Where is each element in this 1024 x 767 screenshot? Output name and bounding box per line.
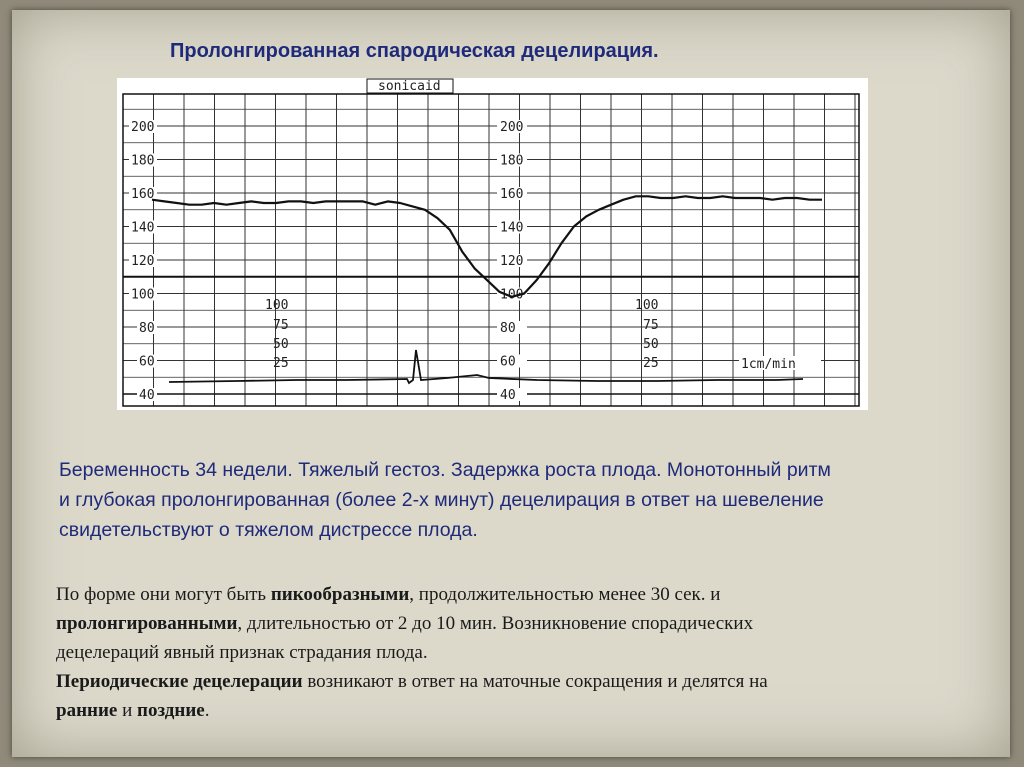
fhr-tick-label: 200	[500, 120, 524, 135]
ctg-chart	[117, 78, 868, 410]
fhr-tick-label: 160	[500, 187, 524, 202]
fhr-tick-label: 180	[500, 153, 524, 169]
toco-tick-label: 75	[273, 318, 289, 333]
note-term-prolonged: пролонгированными	[56, 613, 238, 634]
toco-tick-label: 50	[643, 337, 659, 352]
note-term-peak: пикообразными	[270, 584, 410, 605]
toco-tick-label: 25	[273, 356, 289, 371]
fhr-tick-label: 160	[131, 187, 155, 202]
note-text: возникают в ответ на маточные сокращения и делятся на	[302, 671, 768, 692]
fhr-trace	[152, 196, 822, 296]
fhr-tick-label: 100	[131, 287, 155, 303]
fhr-tick-label: 80	[500, 321, 516, 336]
slide	[12, 10, 1010, 757]
speed-label: 1cm/min	[741, 357, 796, 372]
ctg-svg	[117, 78, 868, 410]
slide-title: Пролонгированная спародическая децелирация.	[170, 40, 659, 62]
toco-tick-label: 100	[635, 298, 659, 313]
fhr-tick-label: 120	[131, 254, 155, 269]
note-term-periodic: Периодические децелерации	[56, 671, 303, 692]
fhr-tick-label: 40	[500, 388, 516, 403]
fhr-tick-label: 60	[139, 354, 155, 370]
note-text: .	[204, 700, 210, 721]
note-text: По форме они могут быть	[56, 584, 271, 605]
note-text: , продолжительностью менее 30 сек. и	[409, 584, 721, 605]
caption-line: свидетельствуют о тяжелом дистрессе плода.	[59, 519, 478, 541]
fhr-tick-label: 120	[500, 254, 524, 269]
toco-tick-label: 100	[265, 298, 289, 313]
note-line	[56, 609, 1006, 638]
note-line	[56, 696, 1006, 725]
note-text: и	[117, 700, 138, 721]
fhr-tick-label: 180	[131, 153, 155, 169]
fhr-tick-label: 80	[139, 321, 155, 336]
fhr-tick-label: 140	[131, 220, 155, 236]
note-text: децелераций явный признак страдания плода.	[56, 642, 428, 663]
caption-line: Беременность 34 недели. Тяжелый гестоз. Задержка роста плода. Монотонный ритм	[59, 459, 831, 481]
fhr-tick-label: 40	[139, 388, 155, 403]
fhr-tick-label: 200	[131, 120, 155, 135]
toco-trace	[169, 350, 803, 383]
toco-tick-label: 25	[643, 356, 659, 371]
note-line	[56, 638, 1006, 667]
note-line	[56, 580, 1006, 609]
note-line	[56, 667, 1006, 696]
deceleration-note	[56, 580, 1006, 725]
note-term-early: ранние	[56, 700, 118, 721]
brand-label: sonicaid	[378, 79, 441, 94]
fhr-tick-label: 100	[500, 287, 524, 303]
toco-tick-label: 50	[273, 337, 289, 352]
toco-tick-label: 75	[643, 318, 659, 333]
caption-line: и глубокая пролонгированная (более 2-х минут) децелирация в ответ на шевеление	[59, 489, 824, 511]
fhr-tick-label: 60	[500, 354, 516, 370]
case-caption	[59, 455, 1019, 545]
fhr-tick-label: 140	[500, 220, 524, 236]
note-text: , длительностью от 2 до 10 мин. Возникновение спорадических	[237, 613, 754, 634]
note-term-late: поздние	[137, 700, 205, 721]
